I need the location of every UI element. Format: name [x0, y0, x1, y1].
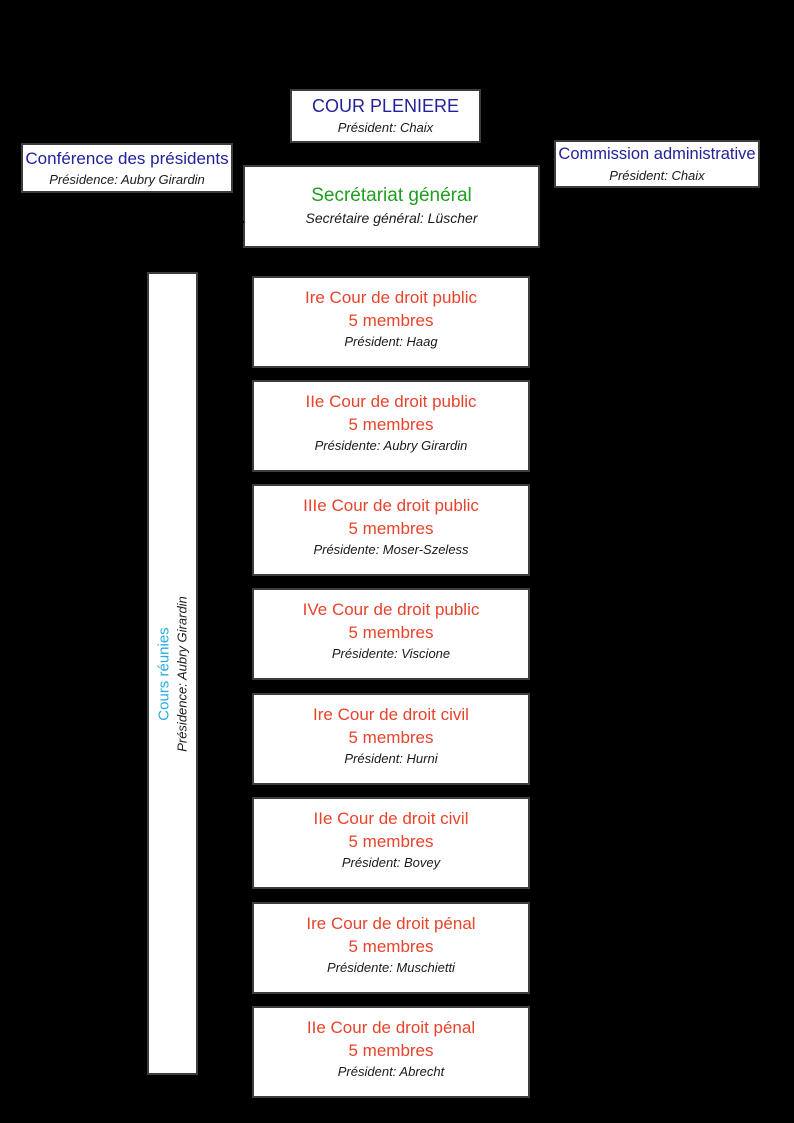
- cours-reunies-presidence: Présidence: Aubry Girardin: [174, 595, 189, 752]
- court-members: 5 membres: [348, 311, 434, 330]
- court-title: IIIe Cour de droit public: [303, 496, 479, 515]
- cour-pleniere-president: Président: Chaix: [337, 120, 434, 135]
- court-members: 5 membres: [348, 1041, 434, 1060]
- cours-reunies-box: [147, 272, 198, 1075]
- court-title: IIe Cour de droit pénal: [306, 1018, 476, 1037]
- court-president: Président: Hurni: [344, 751, 438, 766]
- commission-administrative-box: [554, 140, 760, 188]
- court-president: Présidente: Muschietti: [327, 960, 455, 975]
- court-members: 5 membres: [348, 728, 434, 747]
- court-members: 5 membres: [348, 519, 434, 538]
- court-members: 5 membres: [348, 937, 434, 956]
- court-title: IIe Cour de droit civil: [313, 809, 469, 828]
- court-title: IIe Cour de droit public: [305, 392, 477, 411]
- court-box-ire-droit-public: [252, 276, 530, 368]
- conference-des-presidents-box: [21, 143, 233, 193]
- conference-title: Conférence des présidents: [25, 149, 229, 168]
- court-president: Présidente: Aubry Girardin: [314, 438, 468, 453]
- cours-reunies-title: Cours réunies: [155, 626, 172, 721]
- court-box-iie-droit-penal: [252, 1006, 530, 1098]
- court-box-iiie-droit-public: [252, 484, 530, 576]
- court-box-ive-droit-public: [252, 588, 530, 680]
- court-president: Présidente: Viscione: [331, 646, 451, 661]
- secretariat-general-box: [243, 165, 540, 248]
- court-members: 5 membres: [348, 832, 434, 851]
- court-box-ire-droit-penal: [252, 902, 530, 994]
- secretariat-general-name: Secrétaire général: Lüscher: [305, 210, 478, 226]
- conference-presidence: Présidence: Aubry Girardin: [49, 172, 205, 187]
- commission-title: Commission administrative: [558, 145, 756, 163]
- court-president: Président: Abrecht: [337, 1064, 445, 1079]
- court-president: Président: Bovey: [341, 855, 441, 870]
- court-title: IVe Cour de droit public: [302, 600, 480, 619]
- cour-pleniere-box: [290, 89, 481, 143]
- court-box-ire-droit-civil: [252, 693, 530, 785]
- court-members: 5 membres: [348, 623, 434, 642]
- cour-pleniere-title: COUR PLENIERE: [311, 96, 460, 116]
- court-members: 5 membres: [348, 415, 434, 434]
- commission-president: Président: Chaix: [609, 168, 705, 183]
- court-president: Président: Haag: [344, 334, 438, 349]
- court-president: Présidente: Moser-Szeless: [313, 542, 469, 557]
- court-title: Ire Cour de droit civil: [313, 705, 469, 724]
- cours-reunies-rotated-text: [147, 272, 198, 1075]
- court-title: Ire Cour de droit public: [305, 288, 477, 307]
- court-box-iie-droit-civil: [252, 797, 530, 889]
- court-title: Ire Cour de droit pénal: [306, 914, 476, 933]
- secretariat-title: Secrétariat général: [311, 185, 472, 206]
- connector-stub: [233, 221, 244, 223]
- court-box-iie-droit-public: [252, 380, 530, 472]
